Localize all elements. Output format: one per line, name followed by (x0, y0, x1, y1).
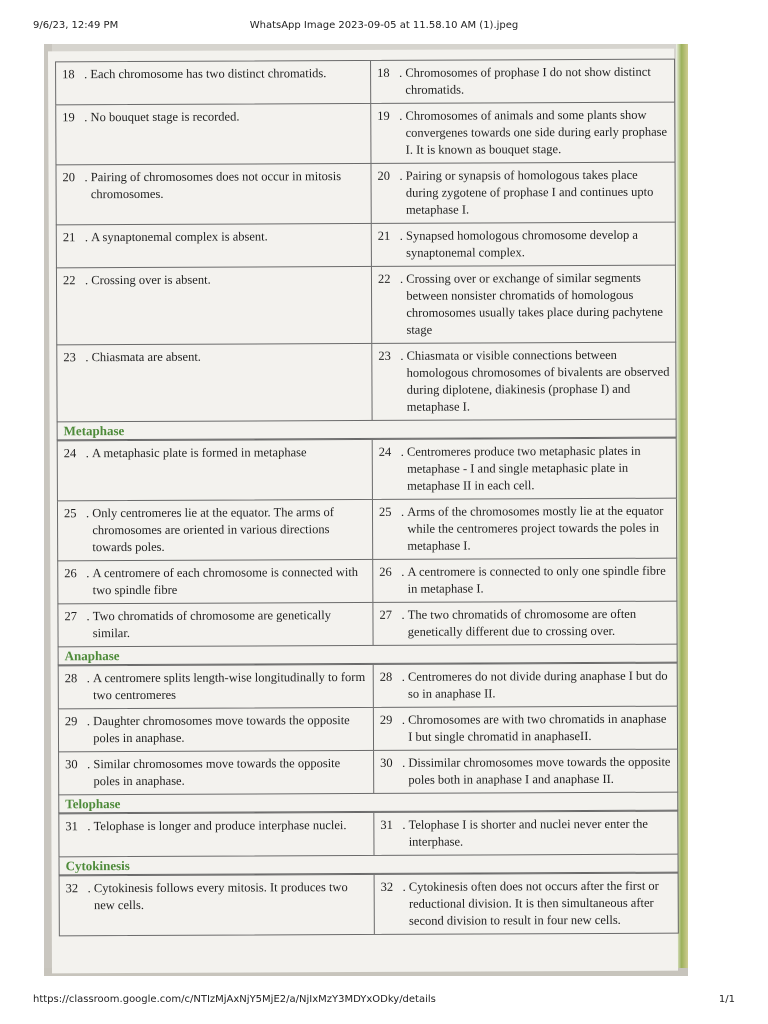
right-cell: 25 . Arms of the chromosomes mostly lie at the equator while the centromeres project towards the poles in metaphase I. (378, 503, 664, 553)
row-group-telophase (58, 811, 678, 858)
right-cell: 32 . Cytokinesis often does not occurs after the first or reductional division. It is then simultaneous after second division to result in four new cells. (380, 878, 659, 928)
left-cell: 31 . Telophase is longer and produce interphase nuclei. (59, 813, 374, 856)
row-group-anaphase (58, 663, 679, 796)
table-row (57, 499, 677, 562)
print-header (0, 0, 768, 40)
section-heading-cytokinesis: Cytokinesis (59, 855, 679, 876)
table-row (55, 163, 675, 226)
right-cell: 27 . The two chromatids of chromosome are often genetically different due to crossing over. (379, 606, 637, 639)
left-cell: 30 . Similar chromosomes move towards the opposite poles in anaphase. (59, 751, 374, 794)
table-row (56, 266, 676, 346)
row-group-cytokinesis (59, 873, 679, 937)
document-photo (44, 44, 688, 976)
table-row (56, 343, 676, 423)
left-cell: 23 . Chiasmata are absent. (57, 344, 372, 421)
table-row (58, 811, 678, 858)
right-cell: 26 . A centromere is connected to only one spindle fibre in metaphase I. (379, 563, 666, 596)
section-heading-telophase: Telophase (58, 793, 678, 814)
table-row (58, 707, 678, 753)
right-cell: 24 . Centromeres produce two metaphasic plates in metaphase - I and single metaphasic plate in metaphase II in each cell. (378, 443, 641, 493)
right-cell: 22 . Crossing over or exchange of similar segments between nonsister chromatids of homologous chromosomes usually takes place during pachytene stage (377, 270, 663, 337)
right-cell: 30 . Dissimilar chromosomes move towards the opposite poles both in anaphase I and anaphase II. (380, 754, 671, 787)
comparison-table (55, 59, 679, 937)
row-group-metaphase (57, 438, 678, 648)
left-cell: 28 . A centromere splits length-wise longitudinally to form two centromeres (59, 665, 374, 708)
row-group-prophase (55, 59, 677, 423)
print-title: WhatsApp Image 2023-09-05 at 11.58.10 AM (1).jpeg (249, 20, 519, 31)
left-cell: 22 . Crossing over is absent. (57, 267, 372, 344)
table-row (58, 663, 678, 710)
source-url: https://classroom.google.com/c/NTIzMjAxNjY5MjE2/a/NjIxMzY3MDYxODky/details (33, 994, 436, 1005)
right-cell: 23 . Chiasmata or visible connections between homologous chromosomes of bivalents are observed during diplotene, diakinesis (prophase I) and metaphase I. (378, 347, 670, 414)
table-row (57, 602, 677, 648)
right-cell: 31 . Telophase I is shorter and nuclei never enter the interphase. (380, 816, 648, 849)
page-number: 1/1 (718, 994, 735, 1005)
print-datetime: 9/6/23, 12:49 PM (33, 20, 119, 31)
left-cell: 21 . A synaptonemal complex is absent. (57, 224, 372, 267)
right-cell: 29 . Chromosomes are with two chromatids in anaphase I but single chromatid in anaphaseII. (379, 711, 667, 744)
left-cell: 25 . Only centromeres lie at the equator. The arms of chromosomes are oriented in various directions towards poles. (58, 500, 373, 560)
table-row (55, 103, 675, 166)
right-cell: 21 . Synapsed homologous chromosome develop a synaptonemal complex. (377, 227, 638, 260)
left-cell: 20 . Pairing of chromosomes does not occur in mitosis chromosomes. (56, 164, 371, 224)
table-row (57, 438, 677, 502)
table-row (59, 873, 679, 937)
right-cell: 18 . Chromosomes of prophase I do not show distinct chromatids. (377, 64, 651, 97)
section-heading-metaphase: Metaphase (57, 420, 677, 441)
left-cell: 32 . Cytokinesis follows every mitosis. It produces two new cells. (60, 875, 375, 935)
table-row (57, 559, 677, 605)
book-page (48, 49, 678, 974)
left-cell: 26 . A centromere of each chromosome is connected with two spindle fibre (58, 560, 373, 603)
right-cell: 19 . Chromosomes of animals and some plants show convergenes towards one side during early prophase I. It is known as bouquet stage. (377, 107, 668, 157)
left-cell: 27 . Two chromatids of chromosome are genetically similar. (58, 603, 373, 646)
table-row (55, 59, 675, 106)
table-row (58, 750, 678, 796)
left-cell: 19 . No bouquet stage is recorded. (56, 104, 371, 164)
left-cell: 29 . Daughter chromosomes move towards the opposite poles in anaphase. (59, 708, 374, 751)
left-cell: 18 . Each chromosome has two distinct chromatids. (56, 61, 371, 104)
left-cell: 24 . A metaphasic plate is formed in metaphase (58, 440, 373, 500)
section-heading-anaphase: Anaphase (58, 645, 678, 666)
table-row (56, 223, 676, 269)
right-cell: 20 . Pairing or synapsis of homologous takes place during zygotene of prophase I and continues upto metaphase I. (377, 167, 654, 217)
right-cell: 28 . Centromeres do not divide during anaphase I but do so in anaphase II. (379, 668, 668, 701)
